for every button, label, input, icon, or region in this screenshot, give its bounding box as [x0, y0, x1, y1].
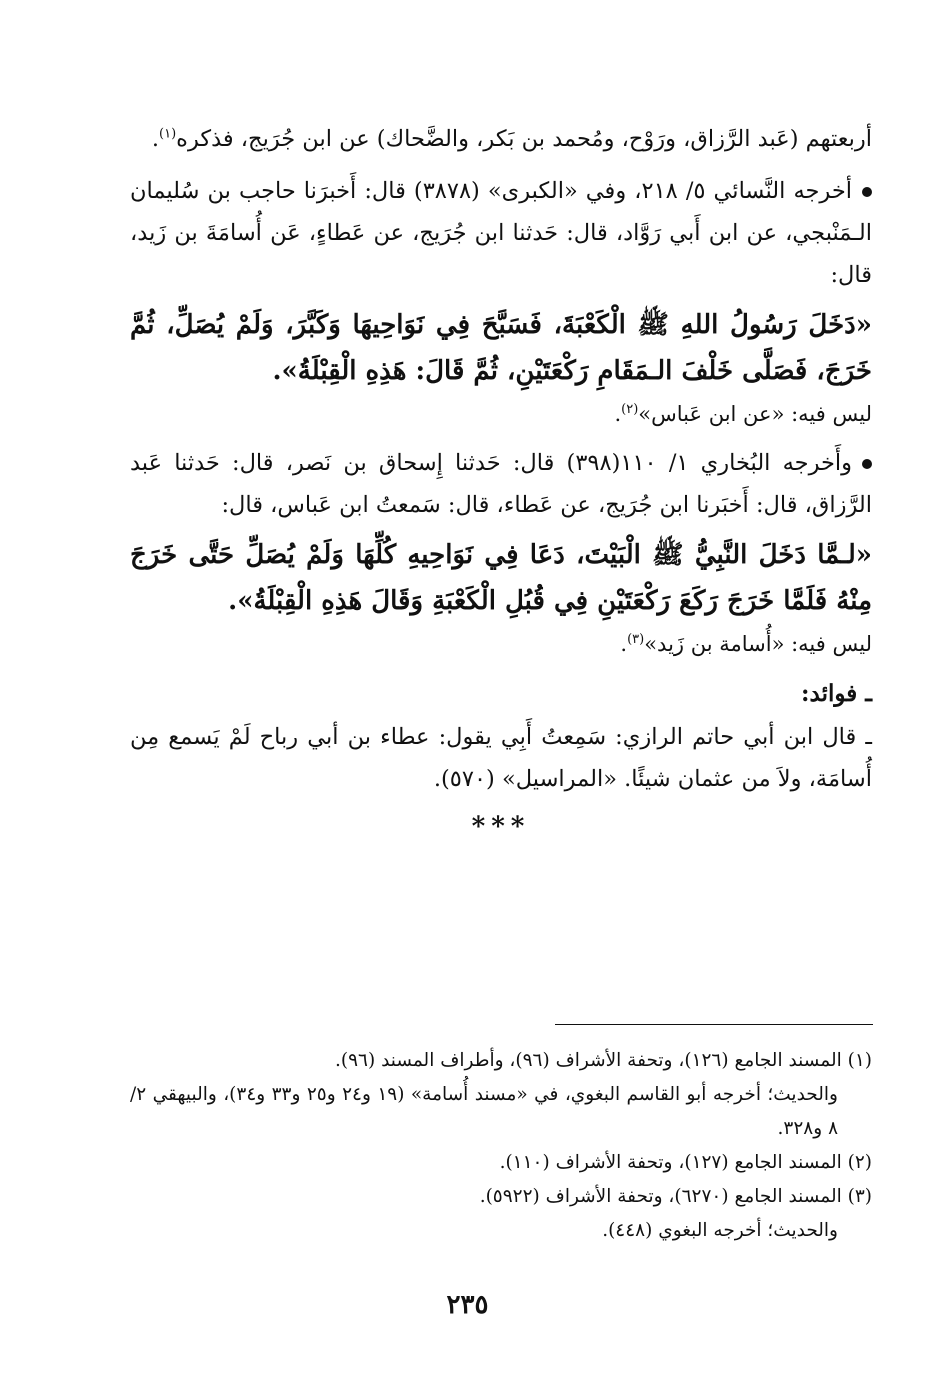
- paragraph-bukhari-text: وأَخرجه البُخاري ١/ ١١٠(٣٩٨) قال: حَدثنا إِسحاق بن نَصر، قال: حَدثنا عَبد الرَّزاق، قال: أَخبَرنا ابن جُرَيج، عن عَطاء، قال: سَمعتُ ابن عَباس، قال:: [130, 450, 872, 518]
- hadith-quote-1: «دَخَلَ رَسُولُ اللهِ ﷺ الْكَعْبَةَ، فَسَبَّحَ فِي نَوَاحِيهَا وَكَبَّرَ، وَلَمْ يُصَلِّ، ثُمَّ خَرَجَ، فَصَلَّى خَلْفَ الـمَقَامِ رَكْعَتَيْنِ، ثُمَّ قَالَ: هَذِهِ الْقِبْلَةُ».: [130, 310, 872, 386]
- footnote-1: (١) المسند الجامع (١٢٦)، وتحفة الأشراف (٩٦)، وأطراف المسند (٩٦).: [334, 1050, 872, 1071]
- footnote-1-continuation: والحديث؛ أخرجه أبو القاسم البغوي، في «مسند أُسامة» (١٩ و٢٤ و٢٥ و٣٣ و٣٤)، والبيهقي ٢/ ٨ و٣٢٨.: [130, 1084, 838, 1139]
- footnote-ref-2: (٢): [621, 402, 639, 417]
- paragraph-nasai: [130, 170, 872, 296]
- hadith-quote-2: «لـمَّا دَخَلَ النَّبِيُّ ﷺ الْبَيْتَ، دَعَا فِي نَوَاحِيهِ كُلِّهَا وَلَمْ يُصَلِّ حَتَّى خَرَجَ مِنْهُ فَلَمَّا خَرَجَ رَكَعَ رَكْعَتَيْنِ فِي قُبُلِ الْكَعْبَةِ وَقَالَ هَذِهِ الْقِبْلَةُ».: [130, 540, 872, 616]
- footnotes: [130, 1044, 872, 1248]
- note-2: ليس فيه: «أُسامة بن زَيد»$^{(٣)}$.: [620, 632, 872, 656]
- note-2-text: ليس فيه: «أُسامة بن زَيد»: [644, 632, 872, 656]
- note-1: ليس فيه: «عن ابن عَباس»$^{(٢)}$.: [614, 402, 872, 426]
- footnote-3: (٣) المسند الجامع (٦٢٧٠)، وتحفة الأشراف (٥٩٢٢).: [479, 1186, 872, 1207]
- section-heading-benefits: ـ فوائد:: [801, 680, 872, 707]
- page-body: [130, 118, 872, 842]
- paragraph-bukhari: [130, 442, 872, 526]
- paragraph-benefit: ـ قال ابن أبي حاتم الرازي: سَمِعتُ أَبِي يقول: عطاء بن أبي رباح لَمْ يَسمع مِن أُسامَة، ولاَ من عثمان شيئًا. «المراسيل» (٥٧٠).: [130, 724, 872, 792]
- bullet-icon: [862, 187, 872, 197]
- bullet-icon: [862, 459, 872, 469]
- note-1-text: ليس فيه: «عن ابن عَباس»: [638, 402, 872, 426]
- footnote-divider: [555, 1024, 873, 1025]
- paragraph-intro-text: أربعتهم (عَبد الرَّزاق، ورَوْح، ومُحمد بن بَكر، والضَّحاك) عن ابن جُرَيج، فذكره: [176, 126, 872, 152]
- paragraph-nasai-text: أخرجه النَّسائي ٥/ ٢١٨، وفي «الكبرى» (٣٨٧٨) قال: أَخبرَنا حاجب بن سُليمان الـمَنْبجي، عن ابن أَبي رَوَّاد، قال: حَدثنا ابن جُرَيج، عن عَطاءٍ، عَن أُسامَةَ بن زَيد، قال:: [130, 178, 872, 288]
- page-number: ٢٣٥: [446, 1290, 489, 1320]
- footnote-ref-1: (١): [159, 126, 177, 142]
- footnote-ref-3: (٣): [627, 632, 645, 647]
- paragraph-intro: أربعتهم (عَبد الرَّزاق، ورَوْح، ومُحمد بن بَكر، والضَّحاك) عن ابن جُرَيج، فذكره$^{(١)}$.: [151, 126, 872, 152]
- separator-stars: ***: [471, 812, 531, 842]
- footnote-3-continuation: والحديث؛ أخرجه البغوي (٤٤٨).: [602, 1220, 838, 1241]
- footnote-2: (٢) المسند الجامع (١٢٧)، وتحفة الأشراف (١١٠).: [499, 1152, 872, 1173]
